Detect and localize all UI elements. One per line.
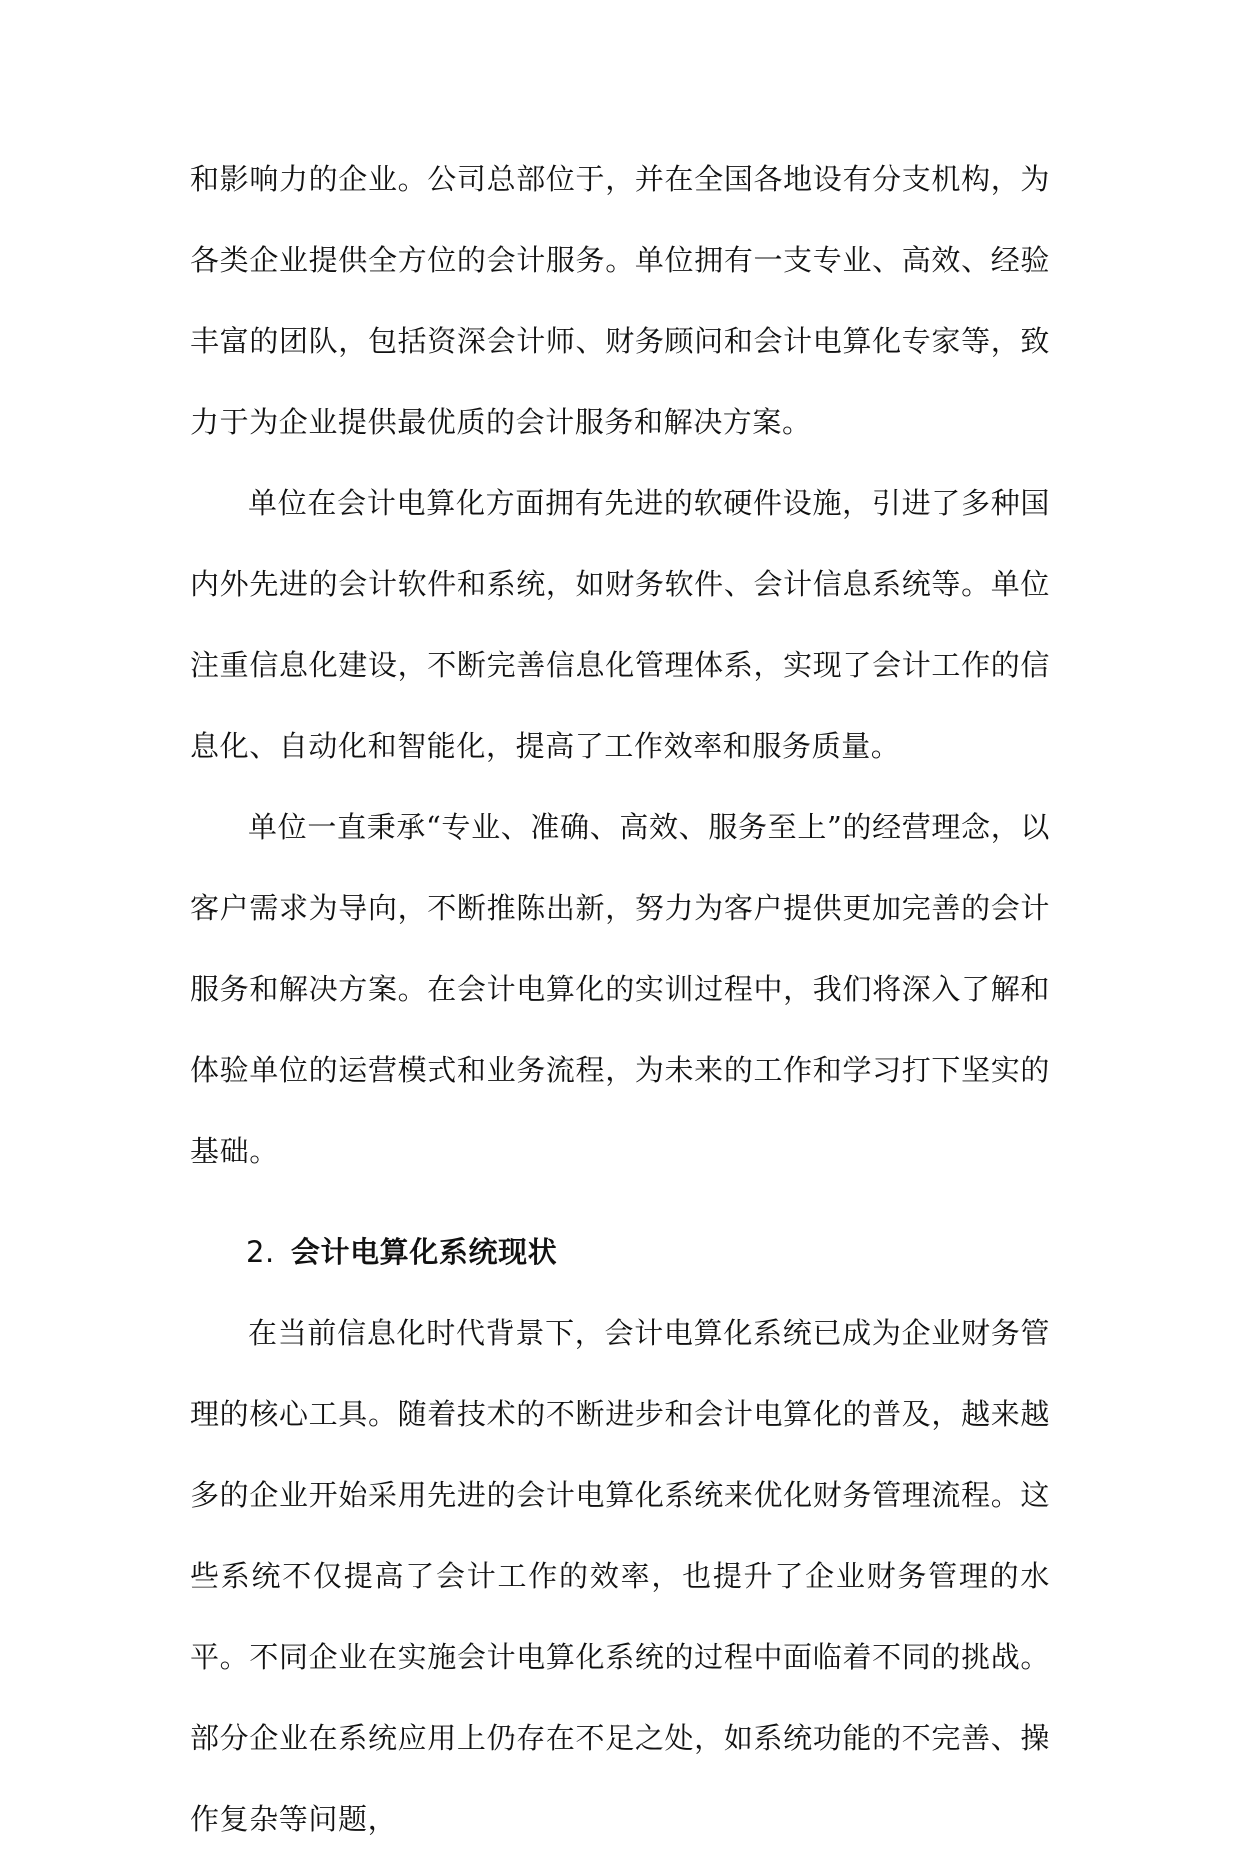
paragraph-business-philosophy: 单位一直秉承“专业、准确、高效、服务至上”的经营理念，以客户需求为导向，不断推陈出新，努力为客户提供更加完善的会计服务和解决方案。在会计电算化的实训过程中，我们将深入了解和体验单位的运营模式和业务流程，为未来的工作和学习打下坚实的基础。	[190, 810, 1050, 1168]
paragraph-company-overview: 和影响力的企业。公司总部位于，并在全国各地设有分支机构，为各类企业提供全方位的会计服务。单位拥有一支专业、高效、经验丰富的团队，包括资深会计师、财务顾问和会计电算化专家等，致力于为企业提供最优质的会计服务和解决方案。	[190, 162, 1050, 439]
section-heading	[190, 1212, 1050, 1293]
paragraph-computerization-facilities: 单位在会计电算化方面拥有先进的软硬件设施，引进了多种国内外先进的会计软件和系统，如财务软件、会计信息系统等。单位注重信息化建设，不断完善信息化管理体系，实现了会计工作的信息化、自动化和智能化，提高了工作效率和服务质量。	[190, 486, 1050, 763]
section-number: 2.	[246, 1235, 275, 1269]
section-title: 会计电算化系统现状	[290, 1235, 558, 1269]
paragraph-system-status: 在当前信息化时代背景下，会计电算化系统已成为企业财务管理的核心工具。随着技术的不断进步和会计电算化的普及，越来越多的企业开始采用先进的会计电算化系统来优化财务管理流程。这些系统不仅提高了会计工作的效率，也提升了企业财务管理的水平。不同企业在实施会计电算化系统的过程中面临着不同的挑战。部分企业在系统应用上仍存在不足之处，如系统功能的不完善、操作复杂等问题，	[190, 1316, 1050, 1836]
document-body	[190, 145, 1050, 1860]
